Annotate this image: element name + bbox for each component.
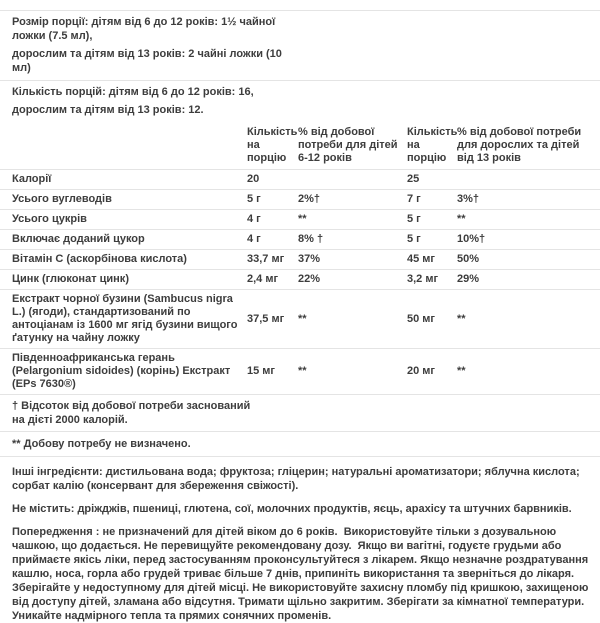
amount-adults: 20 мг [407,349,457,395]
amount-adults: 50 мг [407,290,457,349]
warnings: Попередження : не призначений для дітей віком до 6 років. Використовуйте тільки з дозувальною чашкою, що додається. Не перевищуйте рекомендовану дозу. Якщо ви вагітні, годуєте грудьми або приймаєте якісь ліки, перед застосуванням проконсультуйтеся з лікарем. Якщо незначне роздратування кашлю, носа, горла або грудей триває більше 7 днів, припиніть використання та зверніться до лікаря. Зберігайте у недоступному для дітей місці. Не використовуйте захисну пломбу під кришкою, захищеною від доступу дітей, зламана або відсутня. Тримати щільно закритим. Зберігати за кімнатної температури. Уникайте надмірного тепла та прямих сонячних променів. [12,526,592,622]
nutrient-name: Південноафриканська герань (Pelargonium sidoides) (корінь) Екстракт (EPs 7630®) [0,349,247,395]
nutrient-name: Калорії [0,170,247,190]
nutrient-name: Усього цукрів [0,210,247,230]
top-spacer [0,0,600,10]
header-amount-adults: Кількість на порцію [407,122,457,170]
bottom-paragraphs [0,465,600,623]
amount-children: 20 [247,170,298,190]
supplement-facts-table [0,122,600,457]
header-dv-adults: % від добової потреби для дорослих та дітей від 13 років [457,122,600,170]
dv-children: 22% [298,270,407,290]
dv-children [298,170,407,190]
serving-size-adults: дорослим та дітям від 13 років: 2 чайні ложки (10 мл) [12,48,282,74]
dv-adults: ** [457,290,600,349]
nutrient-name: Включає доданий цукор [0,230,247,250]
table-row [0,290,600,349]
amount-children: 37,5 мг [247,290,298,349]
dv-adults: 29% [457,270,600,290]
header-nutrient [0,122,247,170]
dv-adults: 3%† [457,190,600,210]
amount-adults: 5 г [407,230,457,250]
table-row [0,210,600,230]
dv-children: ** [298,349,407,395]
nutrient-name: Екстракт чорної бузини (Sambucus nigra L.) (ягоди), стандартизований по антоціанам із 1600 мг ягід бузини вищого ґатунку на чайну ложку [0,290,247,349]
header-amount-children: Кількість на порцію [247,122,298,170]
header-dv-children: % від добової потреби для дітей 6-12 років [298,122,407,170]
dv-adults: 50% [457,250,600,270]
amount-adults: 45 мг [407,250,457,270]
amount-adults: 7 г [407,190,457,210]
footnote-asterisk-row [0,432,600,457]
servings-count-adults: дорослим та дітям від 13 років: 12. [12,104,204,116]
dv-children: 37% [298,250,407,270]
serving-size-section [0,11,600,80]
dv-children: ** [298,290,407,349]
nutrient-name: Вітамін C (аскорбінова кислота) [0,250,247,270]
table-header-row [0,122,600,170]
dv-adults: ** [457,349,600,395]
dv-adults: ** [457,210,600,230]
footnote-dagger-row [0,395,600,432]
nutrient-name: Усього вуглеводів [0,190,247,210]
servings-count-section [0,81,600,122]
dv-children: 2%† [298,190,407,210]
nutrient-name: Цинк (глюконат цинк) [0,270,247,290]
table-row [0,170,600,190]
dv-adults [457,170,600,190]
dv-children: ** [298,210,407,230]
footnote-dagger-cell [0,395,600,432]
amount-adults: 25 [407,170,457,190]
table-row [0,230,600,250]
footnote-asterisk: ** Добову потребу не визначено. [0,432,600,457]
dv-adults: 10%† [457,230,600,250]
dv-children: 8% † [298,230,407,250]
servings-count-children: Кількість порцій: дітям від 6 до 12 років: 16, [12,86,254,98]
does-not-contain: Не містить: дріжджів, пшениці, глютена, сої, молочних продуктів, яєць, арахісу та штучних барвників. [12,503,572,515]
serving-size-children: Розмір порції: дітям від 6 до 12 років: 1½ чайної ложки (7.5 мл), [12,16,276,42]
amount-children: 33,7 мг [247,250,298,270]
amount-children: 5 г [247,190,298,210]
table-row [0,349,600,395]
amount-children: 2,4 мг [247,270,298,290]
amount-children: 4 г [247,210,298,230]
amount-children: 4 г [247,230,298,250]
table-row [0,270,600,290]
footnote-dagger: † Відсоток від добової потреби заснований на дієті 2000 калорій. [12,400,251,426]
other-ingredients: Інші інгредієнти: дистильована вода; фруктоза; гліцерин; натуральні ароматизатори; яблучна кислота; сорбат калію (консервант для збереження свіжості). [12,466,583,492]
amount-children: 15 мг [247,349,298,395]
table-row [0,250,600,270]
amount-adults: 3,2 мг [407,270,457,290]
amount-adults: 5 г [407,210,457,230]
table-row [0,190,600,210]
